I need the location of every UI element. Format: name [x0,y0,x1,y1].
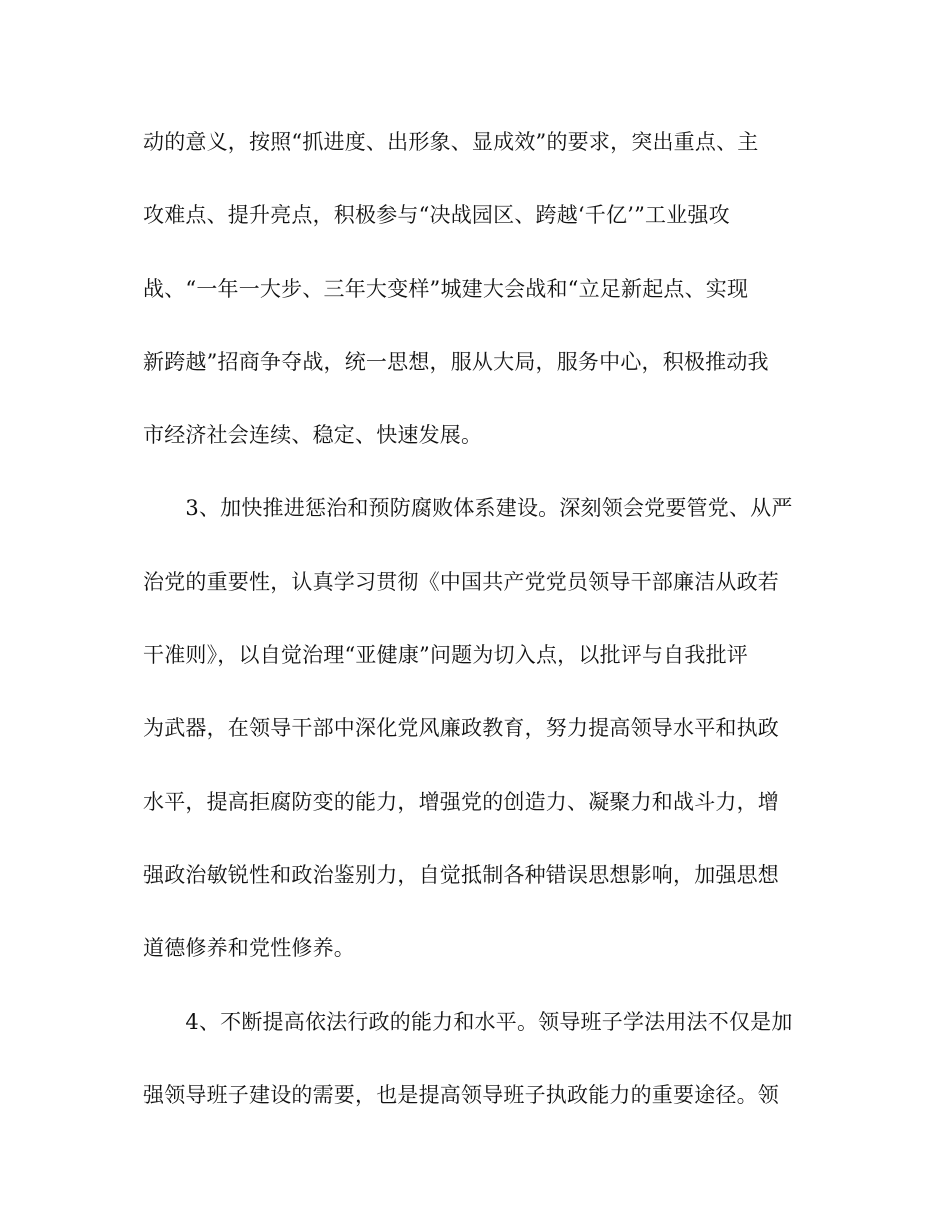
text-line: 攻难点、提升亮点，积极参与“决战园区、跨越‘千亿’”工业强攻 [143,203,730,228]
text-line: 为武器，在领导干部中深化党风廉政教育，努力提高领导水平和执政 [143,716,779,741]
text-line: 4、不断提高依法行政的能力和水平。领导班子学法用法不仅是加 [143,1009,793,1034]
text-line: 强政治敏锐性和政治鉴别力，自觉抵制各种错误思想影响，加强思想 [143,862,779,887]
text-line: 水平，提高拒腐防变的能力，增强党的创造力、凝聚力和战斗力，增 [143,789,779,814]
text-line: 战、“一年一大步、三年大变样”城建大会战和“立足新起点、实现 [143,276,749,301]
text-line: 干准则》，以自觉治理“亚健康”问题为切入点，以批评与自我批评 [143,643,748,668]
text-line: 3、加快推进惩治和预防腐败体系建设。深刻领会党要管党、从严 [143,496,793,521]
text-line: 道德修养和党性修养。 [143,936,355,961]
text-line: 新跨越”招商争夺战，统一思想，服从大局，服务中心，积极推动我 [143,349,769,374]
text-line: 市经济社会连续、稳定、快速发展。 [143,423,483,448]
body-text [143,118,813,1144]
text-line: 强领导班子建设的需要，也是提高领导班子执政能力的重要途径。领 [143,1082,779,1107]
text-line: 动的意义，按照“抓进度、出形象、显成效”的要求，突出重点、主 [143,130,759,154]
text-line: 治党的重要性，认真学习贯彻《中国共产党党员领导干部廉洁从政若 [143,569,779,594]
